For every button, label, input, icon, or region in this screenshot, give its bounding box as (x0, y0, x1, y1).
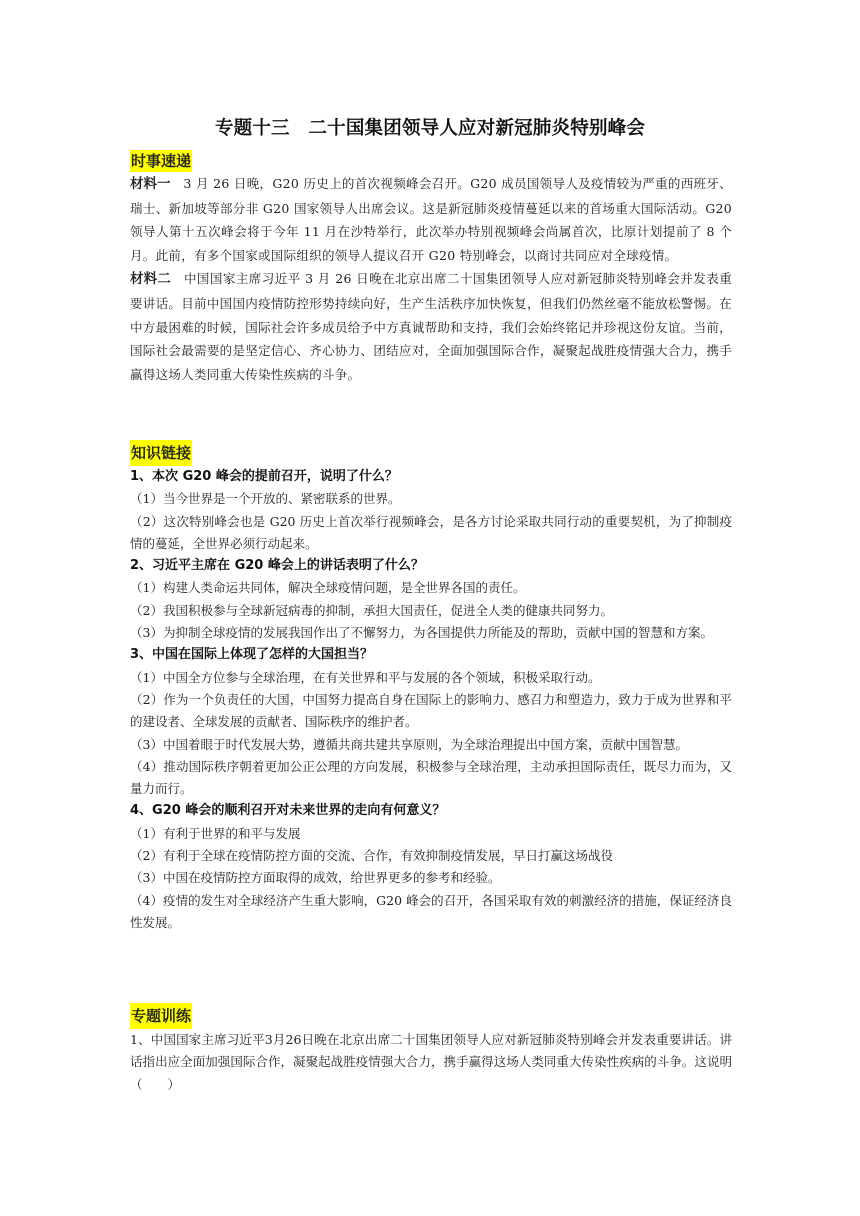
knowledge-answer: （1）当今世界是一个开放的、紧密联系的世界。 (130, 491, 401, 507)
knowledge-answer: （4）推动国际秩序朝着更加公正公理的方向发展，积极参与全球治理，主动承担国际责任，既尽力而为，又量力而行。 (130, 758, 732, 797)
material-two-label: 材料二 (130, 271, 171, 288)
knowledge-question: 3、中国在国际上体现了怎样的大国担当？ (130, 647, 374, 663)
knowledge-section (130, 440, 732, 934)
material-two (130, 267, 732, 386)
knowledge-item (130, 466, 732, 555)
knowledge-question: 2、习近平主席在 G20 峰会上的讲话表明了什么？ (130, 558, 424, 574)
knowledge-answer: （2）这次特别峰会也是 G20 历史上首次举行视频峰会，是各方讨论采取共同行动的重要契机，为了抑制疫情的蔓延，全世界必须行动起来。 (130, 513, 732, 551)
material-one-label: 材料一 (130, 176, 171, 192)
knowledge-item (130, 555, 732, 644)
news-section (130, 150, 732, 386)
knowledge-question: 1、本次 G20 峰会的提前召开，说明了什么？ (130, 469, 398, 484)
knowledge-answer: （3）中国在疫情防控方面取得的成效，给世界更多的参考和经验。 (130, 870, 501, 886)
material-one-text: 3 月 26 日晚，G20 历史上的首次视频峰会召开。G20 成员国领导人及疫情较为严重的西班牙、瑞士、新加坡等部分非 G20 国家领导人出席会议。这是新冠肺炎疫情蔓延以来的首场重大国际活动。G20 领导人第十五次峰会将于今年 11 月在沙特举行，此次举办特别视频峰会尚属首次，比原计划提前了 8 个月。此前，有多个国家或国际组织的领导人提议召开 G20 特别峰会，以商讨共同应对全球疫情。 (130, 176, 733, 263)
knowledge-answer: （1）中国全方位参与全球治理，在有关世界和平与发展的各个领域，积极采取行动。 (130, 669, 601, 685)
knowledge-item (130, 644, 732, 800)
knowledge-answer: （1）构建人类命运共同体，解决全球疫情问题，是全世界各国的责任。 (130, 580, 526, 596)
material-one (130, 172, 732, 267)
knowledge-header: 知识链接 (130, 440, 192, 466)
training-section (130, 1003, 732, 1096)
page-title: 专题十三 二十国集团领导人应对新冠肺炎特别峰会 (214, 118, 646, 139)
knowledge-answer: （4）疫情的发生对全球经济产生重大影响，G20 峰会的召开，各国采取有效的刺激经济的措施，保证经济良性发展。 (130, 892, 732, 930)
knowledge-answer: （3）为抑制全球疫情的发展我国作出了不懈努力，为各国提供力所能及的帮助，贡献中国的智慧和方案。 (130, 625, 713, 641)
knowledge-question: 4、G20 峰会的顺利召开对未来世界的走向有何意义？ (130, 803, 446, 819)
knowledge-answer: （2）有利于全球在疫情防控方面的交流、合作，有效抑制疫情发展，早日打赢这场战役 (130, 848, 613, 864)
material-two-text: 中国国家主席习近平 3 月 26 日晚在北京出席二十国集团领导人应对新冠肺炎特别峰会并发表重要讲话。目前中国国内疫情防控形势持续向好，生产生活秩序加快恢复，但我们仍然丝毫不能放松警惕。在中方最困难的时候，国际社会许多成员给予中方真诚帮助和支持，我们会始终铭记并珍视这份友谊。当前，国际社会最需要的是坚定信心、齐心协力、团结应对，全面加强国际合作，凝聚起战胜疫情强大合力，携手赢得这场人类同重大传染性疾病的斗争。 (130, 271, 732, 382)
knowledge-answer: （3）中国着眼于时代发展大势，遵循共商共建共享原则，为全球治理提出中国方案，贡献中国智慧。 (130, 736, 688, 752)
training-question: 1、中国国家主席习近平3月26日晚在北京出席二十国集团领导人应对新冠肺炎特别峰会并发表重要讲话。讲话指出应全面加强国际合作，凝聚起战胜疫情强大合力，携手赢得这场人类同重大传染性疾病的斗争。这说明（ ） (130, 1032, 732, 1092)
knowledge-item (130, 800, 732, 934)
training-header: 专题训练 (130, 1003, 192, 1029)
knowledge-answer: （1）有利于世界的和平与发展 (130, 825, 301, 841)
knowledge-answer: （2）作为一个负责任的大国，中国努力提高自身在国际上的影响力、感召力和塑造力，致力于成为世界和平的建设者、全球发展的贡献者、国际秩序的维护者。 (130, 691, 732, 730)
news-header: 时事速递 (131, 152, 192, 170)
knowledge-answer: （2）我国积极参与全球新冠病毒的抑制，承担大国责任，促进全人类的健康共同努力。 (130, 602, 613, 618)
